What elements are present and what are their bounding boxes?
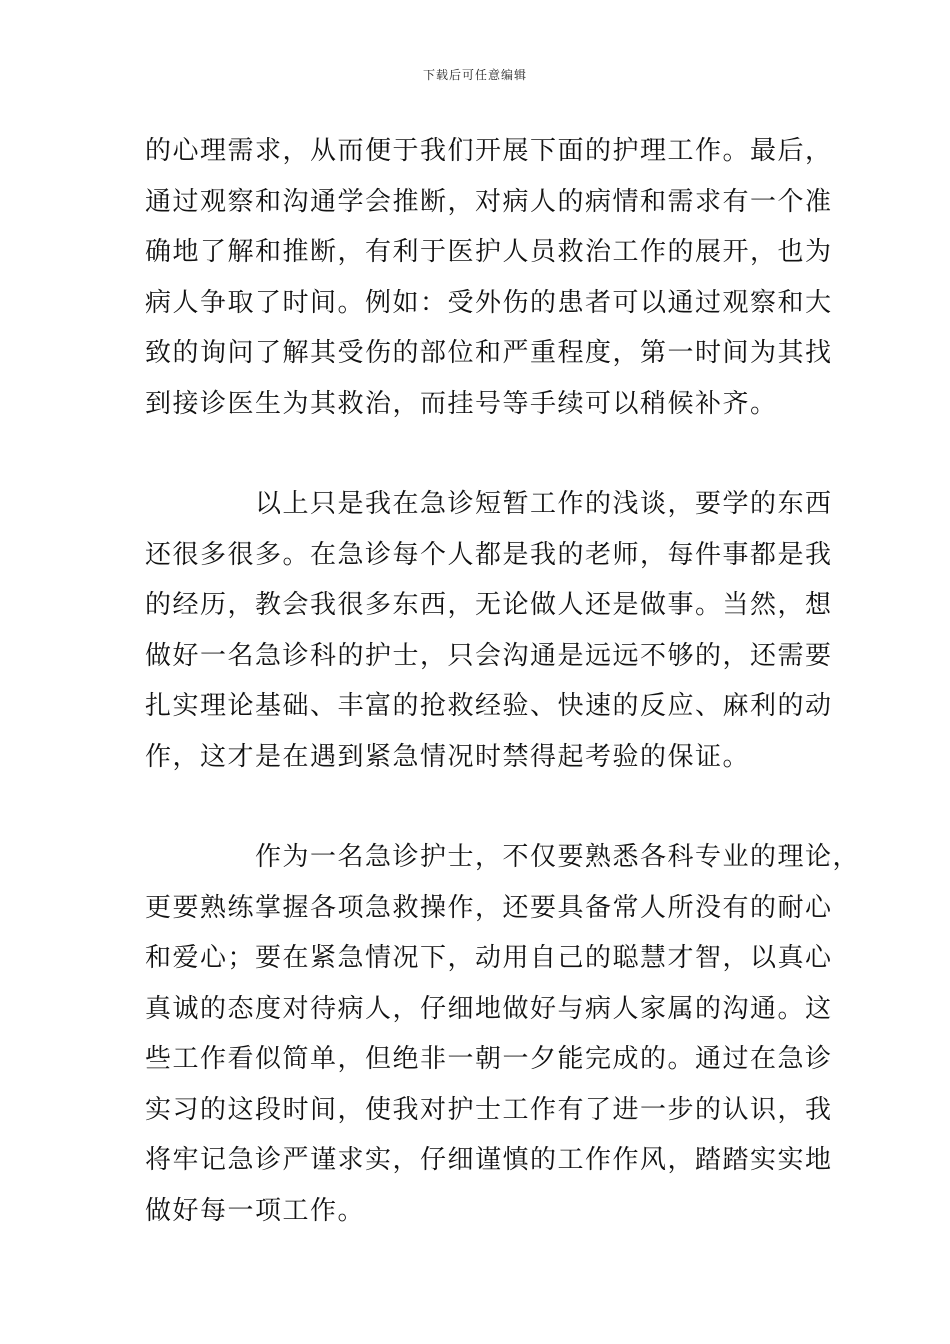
- text-line: 的心理需求，从而便于我们开展下面的护理工作。最后，: [145, 136, 833, 166]
- paragraph-3: [145, 832, 861, 1236]
- text-line: 扎实理论基础、丰富的抢救经验、快速的反应、麻利的动: [145, 691, 833, 721]
- text-line: 到接诊医生为其救治，而挂号等手续可以稍候补齐。: [145, 388, 778, 419]
- text-line: 作为一名急诊护士，不仅要熟悉各科专业的理论，: [255, 842, 861, 872]
- text-line: 确地了解和推断，有利于医护人员救治工作的展开，也为: [145, 237, 833, 267]
- page-header: 下载后可任意编辑: [422, 68, 527, 82]
- paragraph-1: [145, 126, 833, 429]
- text-line: 做好每一项工作。: [145, 1195, 366, 1226]
- text-line: 做好一名急诊科的护士，只会沟通是远远不够的，还需要: [145, 640, 833, 671]
- text-line: 些工作看似简单，但绝非一朝一夕能完成的。通过在急诊: [145, 1044, 833, 1074]
- document-body: [145, 126, 861, 1236]
- text-line: 作，这才是在遇到紧急情况时禁得起考验的保证。: [145, 741, 751, 772]
- text-line: 致的询问了解其受伤的部位和严重程度，第一时间为其找: [145, 338, 833, 368]
- text-line: 还很多很多。在急诊每个人都是我的老师，每件事都是我: [145, 539, 833, 570]
- text-line: 和爱心；要在紧急情况下，动用自己的聪慧才智，以真心: [145, 943, 833, 973]
- text-line: 病人争取了时间。例如：受外伤的患者可以通过观察和大: [145, 287, 833, 318]
- paragraph-2: [145, 479, 833, 782]
- text-line: 通过观察和沟通学会推断，对病人的病情和需求有一个准: [145, 186, 833, 217]
- text-line: 更要熟练掌握各项急救操作，还要具备常人所没有的耐心: [145, 892, 833, 923]
- text-line: 将牢记急诊严谨求实，仔细谨慎的工作作风，踏踏实实地: [145, 1145, 833, 1175]
- text-line: 真诚的态度对待病人，仔细地做好与病人家属的沟通。这: [145, 993, 833, 1024]
- text-line: 的经历，教会我很多东西，无论做人还是做事。当然，想: [145, 590, 833, 620]
- text-line: 以上只是我在急诊短暂工作的浅谈，要学的东西: [255, 489, 833, 519]
- text-line: 实习的这段时间，使我对护士工作有了进一步的认识，我: [145, 1094, 833, 1125]
